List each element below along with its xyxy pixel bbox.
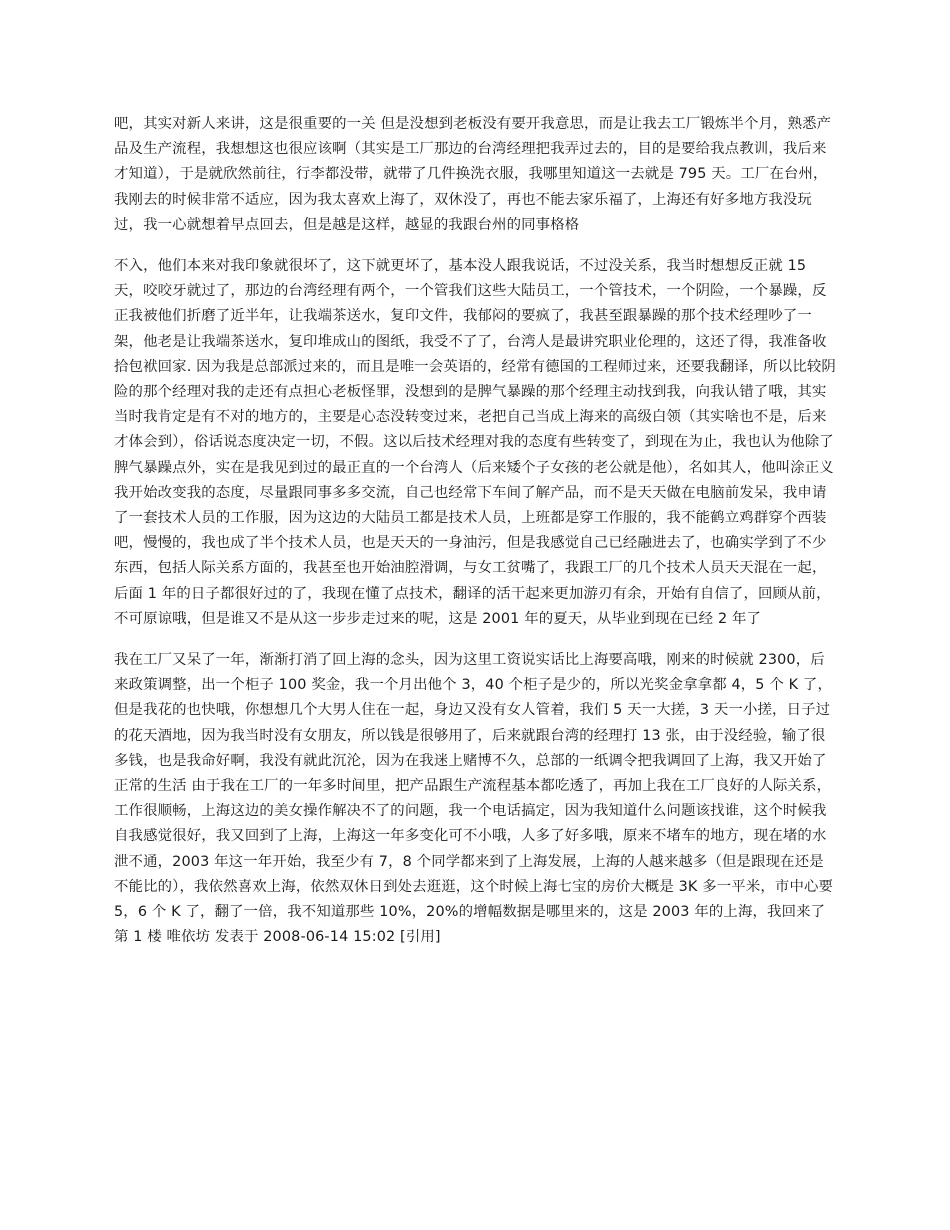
paragraph-1 <box>114 112 838 238</box>
document-body <box>114 112 838 967</box>
paragraph-2-text: 不入，他们本来对我印象就很坏了，这下就更坏了，基本没人跟我说话，不过没关系，我当时想想反正就 15 天，咬咬牙就过了，那边的台湾经理有两个，一个管我们这些大陆员工，一个管技术，一个阴险，一个暴躁，反正我被他们折磨了近半年，让我端茶送水，复印文件，我郁闷的要疯了，我甚至跟暴躁的那个技术经理吵了一架，他老是让我端茶送水，复印堆成山的图纸，我受不了了，台湾人是最讲究职业伦理的，这还了得，我准备收拾包袱回家. 因为我是总部派过来的，而且是唯一会英语的，经常有德国的工程师过来，还要我翻译，所以比较阴险的那个经理对我的走还有点担心老板怪罪，没想到的是脾气暴躁的那个经理主动找到我，向我认错了哦，其实当时我肯定是有不对的地方的，主要是心态没转变过来，老把自己当成上海来的高级白领（其实啥也不是，后来才体会到），俗话说态度决定一切，不假。这以后技术经理对我的态度有些转变了，到现在为止，我也认为他除了脾气暴躁点外，实在是我见到过的最正直的一个台湾人（后来矮个子女孩的老公就是他），名如其人，他叫涂正义 我开始改变我的态度，尽量跟同事多多交流，自己也经常下车间了解产品，而不是天天做在电脑前发呆，我申请了一套技术人员的工作服，因为这边的大陆员工都是技术人员，上班都是穿工作服的，我不能鹤立鸡群穿个西装吧，慢慢的，我也成了半个技术人员，也是天天的一身油污，但是我感觉自己已经融进去了，也确实学到了不少东西，包括人际关系方面的，我甚至也开始油腔滑调，与女工贫嘴了，我跟工厂的几个技术人员天天混在一起，后面 1 年的日子都很好过的了，我现在懂了点技术，翻译的活干起来更加游刃有余，开始有自信了，回顾从前，不可原谅哦，但是谁又不是从这一步步走过来的呢，这是 2001 年的夏天，从毕业到现在已经 2 年了 <box>114 258 836 627</box>
paragraph-3 <box>114 648 838 950</box>
paragraph-3-text: 我在工厂又呆了一年，渐渐打消了回上海的念头，因为这里工资说实话比上海要高哦，刚来的时候就 2300，后来政策调整，出一个柜子 100 奖金，我一个月出他个 3，40 个柜子是少的，所以光奖金拿拿都 4，5 个 K 了，但是我花的也快哦，你想想几个大男人住在一起，身边又没有女人管着，我们 5 天一大搓，3 天一小搓，日子过的花天酒地，因为我当时没有女朋友，所以钱是很够用了，后来就跟台湾的经理打 13 张，由于没经验，输了很多钱，也是我命好啊，我没有就此沉沦，因为在我迷上赌博不久，总部的一纸调令把我调回了上海，我又开始了正常的生活 由于我在工厂的一年多时间里，把产品跟生产流程基本都吃透了，再加上我在工厂良好的人际关系，工作很顺畅，上海这边的美女操作解决不了的问题，我一个电话搞定，因为我知道什么问题该找谁，这个时候我自我感觉很好，我又回到了上海，上海这一年多变化可不小哦，人多了好多哦，原来不堵车的地方，现在堵的水泄不通，2003 年这一年开始，我至少有 7，8 个同学都来到了上海发展，上海的人越来越多（但是跟现在还是不能比的），我依然喜欢上海，依然双休日到处去逛逛，这个时候上海七宝的房价大概是 3K 多一平米，市中心要 5，6 个 K 了，翻了一倍，我不知道那些 10%，20%的增幅数据是哪里来的，这是 2003 年的上海，我回来了 第 1 楼 唯依坊 发表于 2008-06-14 15:02 [引用] <box>114 652 834 946</box>
paragraph-2 <box>114 254 838 632</box>
paragraph-1-text: 吧，其实对新人来讲，这是很重要的一关 但是没想到老板没有要开我意思，而是让我去工厂锻炼半个月，熟悉产品及生产流程，我想想这也很应该啊（其实是工厂那边的台湾经理把我弄过去的，目的是要给我点教训，我后来才知道），于是就欣然前往，行李都没带，就带了几件换洗衣服，我哪里知道这一去就是 795 天。工厂在台州，我刚去的时候非常不适应，因为我太喜欢上海了，双休没了，再也不能去家乐福了，上海还有好多地方我没玩过，我一心就想着早点回去，但是越是这样，越显的我跟台州的同事格格 <box>114 116 832 233</box>
